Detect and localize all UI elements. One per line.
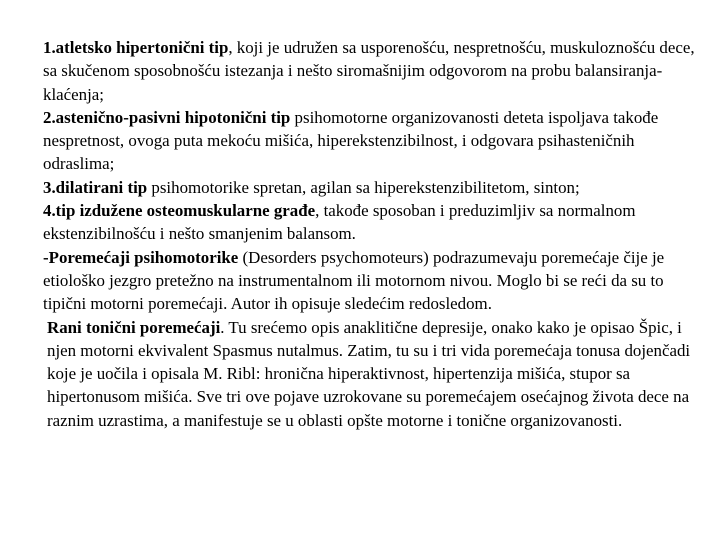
term-poremecaji-psihomotorike: -Poremećaji psihomotorike — [43, 247, 239, 267]
paragraph-dilatirani-tip — [43, 176, 695, 199]
paragraph-izduzene-tip — [43, 199, 695, 246]
paragraph-text: (Desorders psychomoteurs) podrazumevaju poremećaje čije je etiološko jezgro pretežno na instrumentalnom ili motornom nivou. Moglo bi se reći da su to tipični motorni poremećaji. Autor ih opisuje sledećim redosledom. — [43, 247, 665, 314]
paragraph-astenicno-tip — [43, 106, 695, 176]
paragraph-text: , takođe sposoban i preduzimljiv sa normalnom ekstenzibilnošću i nešto smanjenim balansom. — [43, 201, 636, 244]
paragraph-text: psihomotorike spretan, agilan sa hiperekstenzibilitetom, sinton; — [147, 177, 580, 197]
paragraph-rani-tonicni — [43, 316, 695, 432]
document-body — [43, 36, 695, 432]
term-izduzene-tip: 4.tip izdužene osteomuskularne građe — [43, 201, 316, 221]
term-atletsko-tip: 1.atletsko hipertonični tip — [43, 38, 229, 57]
term-astenicno-tip: 2.astenično-pasivni hipotonični tip — [43, 107, 291, 127]
paragraph-text: psihomotorne organizovanosti deteta ispoljava takođe nespretnost, ovoga puta mekoću mišića, hiperekstenzibilnost, i odgovara psihasteničnih odraslima; — [43, 107, 659, 174]
paragraph-poremecaji-psihomotorike — [43, 246, 695, 316]
term-rani-tonicni: Rani tonični poremećaji — [47, 317, 221, 337]
paragraph-atletsko-tip — [43, 36, 695, 106]
term-dilatirani-tip: 3.dilatirani tip — [43, 177, 148, 197]
paragraph-text: . Tu srećemo opis anaklitične depresije, onako kako je opisao Špic, i njen motorni ekvivalent Spasmus nutalmus. Zatim, tu su i tri vida poremećaja tonusa dojenčadi koje je uočila i opisala M. Ribl: hronična hiperaktivnost, hipertenzija mišića, stupor sa hipertonusom mišića. Sve tri ove pojave uzrokovane su poremećajem osećajnog života dece na raznim uzrastima, a manifestuje se u oblasti opšte motorne i tonične organizovanosti. — [47, 317, 691, 430]
paragraph-text: , koji je udružen sa usporenošću, nespretnošću, muskuloznošću dece, sa skučenom sposobnošću istezanja i nešto siromašnijim odgovorom na probu balansiranja- klaćenja; — [43, 38, 695, 104]
